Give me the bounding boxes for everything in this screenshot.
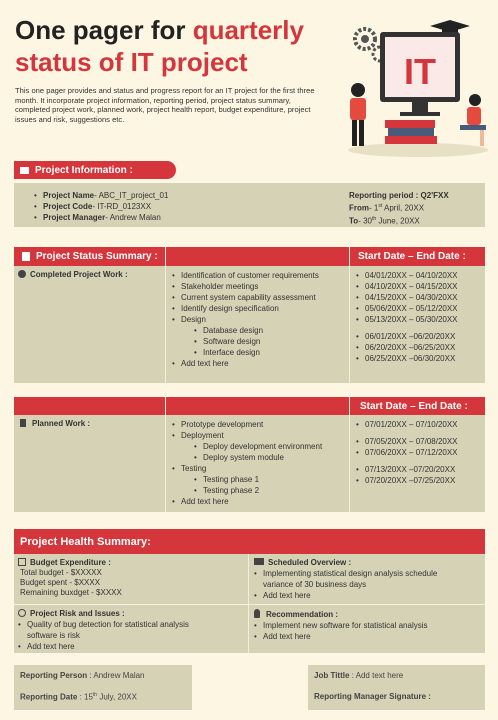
list-item: • Implementing statistical design analysis schedule [254,568,437,579]
completed-work-label: Completed Project Work : [18,270,128,279]
title-part-1: One pager for [15,15,193,45]
list-item: • Testing phase 1 [172,474,322,485]
list-item: • 07/06/20XX – 07/12/20XX [356,447,458,458]
planned-work-list [172,419,322,507]
planned-header [14,397,485,415]
document-icon [20,419,26,427]
list-item: • Database design [172,325,319,336]
list-item: • 05/13/20XX – 05/30/20XX [356,314,458,325]
health-header [14,529,485,554]
list-item: • 07/13/20XX –07/20/20XX [356,464,458,475]
project-manager-item: • Project Manager- Andrew Malan [34,212,168,223]
list-item: software is risk [27,631,80,640]
list-item: • Current system capability assessment [172,292,319,303]
money-icon [18,558,26,566]
completed-work-panel [14,266,485,383]
period-from: From- 1st April, 20XX [349,203,425,213]
intro-text: This one pager provides and status and progress report for an IT project for the first three month. It incorporate project information, reporting period, project status summary, completed project work, planned work, project health report, budget expenditure, project issues and risk, suggestions etc. [15,86,315,124]
calendar-icon [254,558,264,565]
risk-title: Project Risk and Issues : [30,609,125,618]
list-item: • Deploy development environment [172,441,322,452]
footer-right [308,665,485,710]
risk-block [18,609,189,652]
planned-date-header: Start Date – End Date : [360,400,468,412]
list-item: • Design [172,314,319,325]
project-info-title: Project Information : [35,164,133,176]
page-title [15,14,345,78]
screen-it-text: IT [404,51,436,92]
list-item: • Add text here [172,358,319,369]
reporting-period: Reporting period : Q2'FXX [349,191,449,200]
project-name-item: • Project Name- ABC_IT_project_01 [34,190,168,201]
list-item: • Testing [172,463,322,474]
project-info-header [14,161,176,179]
clipboard-icon [22,252,30,261]
lightbulb-icon [254,609,260,618]
list-item: • Add text here [254,590,437,601]
schedule-block [254,558,437,601]
status-summary-header [14,247,485,266]
list-item: • Deployment [172,430,322,441]
planned-work-panel [14,415,485,512]
list-item: • Interface design [172,347,319,358]
budget-line: Total budget - $XXXXX [20,568,102,577]
list-item: • Prototype development [172,419,322,430]
project-info-panel [14,183,485,227]
list-item: variance of 30 business days [263,580,367,589]
list-item: • Quality of bug detection for statistical analysis [18,619,189,630]
list-item: • 06/20/20XX –06/25/20XX [356,342,458,353]
completed-dates-list [356,270,458,364]
list-item: • 06/01/20XX –06/20/20XX [356,331,458,342]
reporting-date: Reporting Date : 15th July, 20XX [20,692,137,702]
status-summary-title: Project Status Summary : [36,251,158,262]
warning-icon [18,609,26,617]
check-circle-icon [18,270,26,278]
manager-signature: Reporting Manager Signature : [314,692,431,701]
job-title: Job Tittle : Add text here [314,671,404,680]
list-item: • Identification of customer requirements [172,270,319,281]
list-item: • Identify design specification [172,303,319,314]
list-item: • 04/15/20XX – 04/30/20XX [356,292,458,303]
schedule-title: Scheduled Overview : [268,558,352,567]
planned-dates-list [356,419,458,486]
health-panel [14,554,485,653]
budget-line: Budget spent - $XXXX [20,578,101,587]
planned-work-label: Planned Work : [20,419,90,428]
budget-block [18,558,122,598]
list-item: • Add text here [18,641,189,652]
list-item: • Implement new software for statistical analysis [254,620,428,631]
budget-title: Budget Expenditure : [30,558,111,567]
health-title: Project Health Summary: [20,535,151,548]
list-item: • 06/25/20XX –06/30/20XX [356,353,458,364]
folder-icon [20,167,29,174]
list-item: • Deploy system module [172,452,322,463]
recommendation-block [254,609,428,642]
completed-work-list [172,270,319,369]
list-item: • Add text here [172,496,322,507]
list-item: • 07/01/20XX – 07/10/20XX [356,419,458,430]
list-item: • Software design [172,336,319,347]
completed-date-header: Start Date – End Date : [358,251,466,262]
period-to: To- 30th June, 20XX [349,215,420,226]
title-part-3: status of IT project [15,47,248,77]
list-item: • Stakeholder meetings [172,281,319,292]
project-code-item: • Project Code- IT-RD_0123XX [34,201,168,212]
title-part-2: quarterly [192,15,304,45]
budget-line: Remaining buxdget - $XXXX [20,588,122,597]
list-item: • 04/01/20XX – 04/10/20XX [356,270,458,281]
recommendation-title: Recommendation : [266,610,339,619]
it-illustration [330,12,495,160]
list-item: • 04/10/20XX – 04/15/20XX [356,281,458,292]
list-item: • 05/06/20XX – 05/12/20XX [356,303,458,314]
list-item: • 07/05/20XX – 07/08/20XX [356,436,458,447]
reporting-person: Reporting Person : Andrew Malan [20,671,145,680]
footer-left [14,665,192,710]
list-item: • 07/20/20XX –07/25/20XX [356,475,458,486]
list-item: • Add text here [254,631,428,642]
list-item: • Testing phase 2 [172,485,322,496]
